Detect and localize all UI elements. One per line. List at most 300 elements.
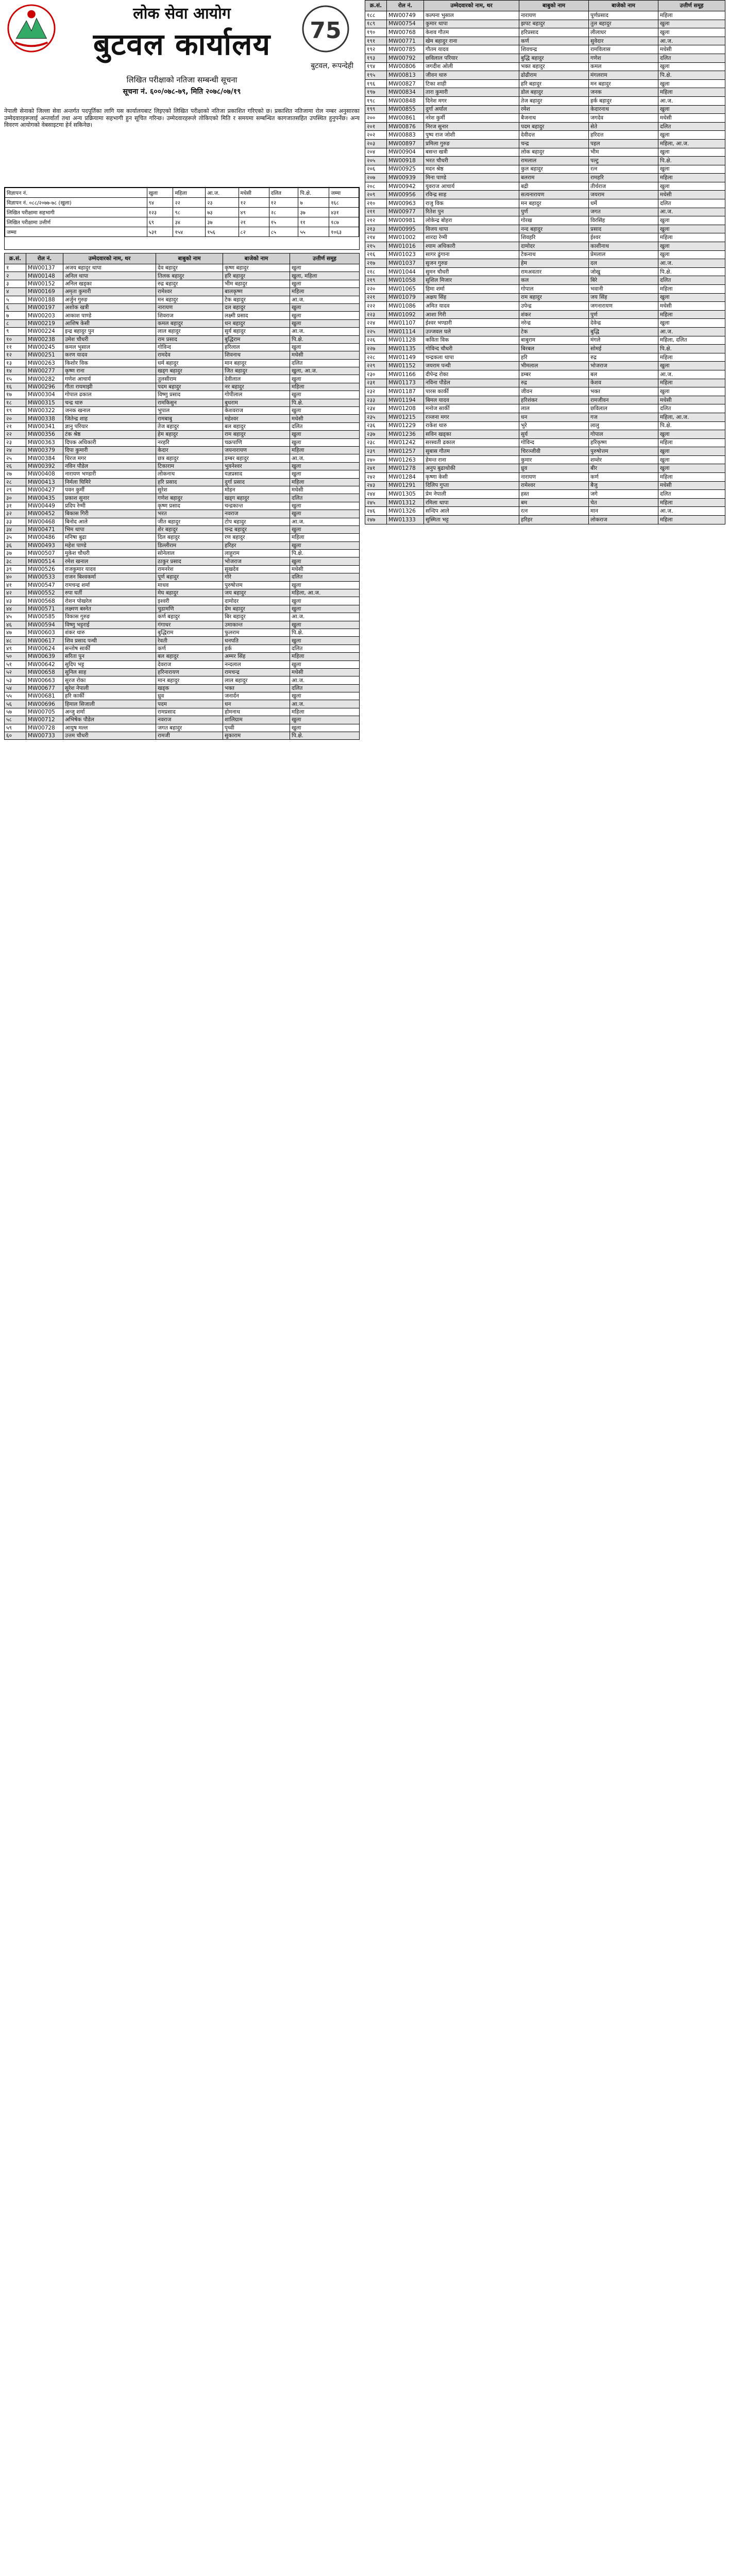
- table-cell: ६९: [147, 217, 173, 227]
- table-cell: ८२: [239, 227, 269, 237]
- table-cell: खुला: [658, 464, 725, 473]
- table-cell: शंकर: [519, 310, 589, 319]
- table-cell: २४०: [365, 455, 387, 464]
- table-row: [5, 621, 360, 629]
- table-cell: MW00571: [26, 605, 63, 613]
- table-row: [5, 526, 360, 533]
- table-cell: २२५: [365, 327, 387, 336]
- table-cell: ज्ञानु परियार: [63, 422, 156, 430]
- table-cell: टेकनाथ: [519, 250, 589, 259]
- table-row: [365, 464, 725, 473]
- table-cell: खुला: [658, 165, 725, 174]
- table-cell: धर्म बहादुर: [156, 359, 223, 367]
- table-cell: २१६: [365, 250, 387, 259]
- table-cell: आ.ज.: [290, 700, 360, 708]
- table-row: [5, 629, 360, 636]
- table-cell: प्रेम बहादुर: [223, 605, 290, 613]
- table-cell: ३७: [5, 550, 26, 557]
- summary-header-row: [5, 188, 359, 198]
- table-cell: दलित: [290, 573, 360, 581]
- table-cell: दिलिप गुप्ता: [424, 481, 519, 490]
- table-row: [365, 242, 725, 251]
- table-cell: २३५: [365, 413, 387, 421]
- table-cell: मधेसी: [290, 565, 360, 573]
- table-cell: आ.ज.: [290, 518, 360, 526]
- table-cell: चन्द्र बहादुर: [223, 526, 290, 533]
- table-row: [365, 276, 725, 285]
- table-cell: सुकाराम: [223, 732, 290, 740]
- table-cell: खुला: [658, 447, 725, 456]
- table-cell: MW00188: [26, 296, 63, 303]
- table-cell: २३३: [365, 396, 387, 404]
- table-cell: देवीलाल: [223, 375, 290, 383]
- table-cell: MW00304: [26, 391, 63, 399]
- table-row: [365, 148, 725, 157]
- table-cell: कल्पना भुसाल: [424, 11, 519, 20]
- table-cell: जीत बहादुर: [156, 518, 223, 526]
- table-cell: दलित: [658, 404, 725, 413]
- table-cell: ४९: [239, 208, 269, 217]
- table-cell: MW00995: [387, 225, 424, 233]
- table-cell: खुला: [290, 319, 360, 327]
- table-cell: MW00603: [26, 629, 63, 636]
- table-row: [365, 88, 725, 97]
- table-cell: ३६: [5, 541, 26, 549]
- table-cell: बालकृष्ण: [223, 288, 290, 296]
- table-cell: गोपाल: [519, 285, 589, 294]
- table-cell: महिला: [658, 88, 725, 97]
- table-cell: बैजु: [589, 481, 658, 490]
- table-cell: जीवन: [519, 387, 589, 396]
- table-cell: रुपा घर्ती: [63, 589, 156, 597]
- table-cell: MW01149: [387, 353, 424, 362]
- table-cell: खुला: [290, 724, 360, 732]
- table-cell: प्रेमलाल: [589, 250, 658, 259]
- table-cell: MW00855: [387, 105, 424, 114]
- table-cell: ५२: [5, 668, 26, 676]
- table-cell: पदम बहादुर: [156, 383, 223, 391]
- table-cell: गीता रायमाझी: [63, 383, 156, 391]
- table-cell: महिला: [658, 498, 725, 507]
- table-cell: खुला, महिला: [290, 272, 360, 280]
- table-cell: आ.ज.: [658, 327, 725, 336]
- summary-header-cell: जम्मा: [329, 188, 359, 198]
- table-cell: २३४: [365, 404, 387, 413]
- table-cell: MW00813: [387, 71, 424, 80]
- table-row: [5, 312, 360, 319]
- table-cell: १२: [269, 198, 298, 208]
- table-cell: बिमल यादव: [424, 396, 519, 404]
- table-cell: ७: [5, 312, 26, 319]
- table-cell: हेम: [519, 259, 589, 268]
- table-cell: महिला, दलित: [658, 336, 725, 345]
- table-cell: श्याम अधिकारी: [424, 242, 519, 251]
- table-cell: नारायण: [156, 303, 223, 311]
- table-cell: टेक बहादुर: [223, 296, 290, 303]
- table-cell: २४५: [365, 498, 387, 507]
- table-cell: बलराम: [519, 174, 589, 182]
- table-cell: ३०: [5, 494, 26, 502]
- table-cell: १८८: [365, 11, 387, 20]
- table-cell: MW01065: [387, 285, 424, 294]
- table-cell: ५९: [5, 724, 26, 732]
- table-cell: खड्ग बहादुर: [156, 367, 223, 375]
- table-cell: MW00486: [26, 534, 63, 541]
- table-cell: रोशन पोखरेल: [63, 597, 156, 605]
- table-cell: सुखदेव: [223, 565, 290, 573]
- table-row: [365, 45, 725, 54]
- table-cell: रत्न: [589, 165, 658, 174]
- table-row: [365, 310, 725, 319]
- table-cell: २०८: [365, 182, 387, 191]
- table-row: [5, 557, 360, 565]
- table-cell: ६०: [5, 732, 26, 740]
- table-cell: खुला: [290, 375, 360, 383]
- table-cell: मिना पाण्डे: [424, 174, 519, 182]
- table-cell: देव बहादुर: [156, 264, 223, 272]
- table-cell: सुवेदार: [589, 37, 658, 45]
- table-cell: ३९: [5, 565, 26, 573]
- table-cell: २२०: [365, 285, 387, 294]
- table-cell: जय सिंह: [589, 293, 658, 302]
- table-cell: १६: [5, 383, 26, 391]
- table-cell: MW01044: [387, 267, 424, 276]
- table-cell: ४९: [5, 645, 26, 652]
- table-cell: दुर्गा प्रसाद: [223, 478, 290, 486]
- table-row: [5, 438, 360, 446]
- table-cell: हरिप्रसाद: [519, 28, 589, 37]
- results-header-row: [365, 1, 725, 11]
- table-cell: महिला: [290, 708, 360, 716]
- table-cell: लोक बहादुर: [519, 148, 589, 157]
- table-cell: दलित: [290, 645, 360, 652]
- table-cell: MW00942: [387, 182, 424, 191]
- table-cell: महिला, आ.ज.: [290, 589, 360, 597]
- table-cell: कमल बहादुर: [156, 319, 223, 327]
- table-cell: रामेश्वर: [519, 481, 589, 490]
- table-cell: हरिहर: [223, 541, 290, 549]
- table-cell: अन्जु शर्मा: [63, 708, 156, 716]
- table-cell: भक्त बहादुर: [519, 62, 589, 71]
- table-cell: जय बहादुर: [223, 589, 290, 597]
- table-cell: MW00792: [387, 54, 424, 62]
- table-cell: बुद्धिराम: [223, 335, 290, 343]
- table-row: [365, 362, 725, 370]
- table-cell: विष्णु प्रसाद: [156, 391, 223, 399]
- table-cell: मंगलराम: [589, 71, 658, 80]
- table-row: [365, 54, 725, 62]
- table-cell: जितेन्द्र शाह: [63, 415, 156, 422]
- table-cell: खुला: [290, 264, 360, 272]
- table-cell: भरत: [156, 510, 223, 518]
- table-cell: गोविन्द चौधरी: [424, 345, 519, 353]
- table-cell: महिला: [290, 288, 360, 296]
- table-cell: निरज सुनार: [424, 122, 519, 131]
- table-row: [5, 422, 360, 430]
- results-header-row: [5, 253, 360, 264]
- table-cell: ठाकुर प्रसाद: [156, 557, 223, 565]
- table-cell: लाल बहादुर: [156, 328, 223, 335]
- table-cell: MW00413: [26, 478, 63, 486]
- table-cell: यज्ञप्रसाद: [223, 470, 290, 478]
- table-cell: सोनेलाल: [156, 550, 223, 557]
- table-cell: कर्ण बहादुर: [156, 613, 223, 621]
- table-cell: खुला: [658, 242, 725, 251]
- table-cell: लीलाधर: [589, 28, 658, 37]
- table-cell: १९९: [365, 105, 387, 114]
- table-cell: झपट बहादुर: [519, 20, 589, 28]
- table-cell: MW01291: [387, 481, 424, 490]
- table-cell: सुजन गुरुङ: [424, 259, 519, 268]
- table-cell: ५०: [5, 653, 26, 660]
- table-cell: MW00771: [387, 37, 424, 45]
- table-cell: चन्द्रकान्त: [223, 502, 290, 510]
- table-cell: आ.ज.: [658, 37, 725, 45]
- table-cell: सुरेश: [156, 486, 223, 494]
- table-cell: भिम थापा: [63, 526, 156, 533]
- table-cell: नारायण भण्डारी: [63, 470, 156, 478]
- table-cell: रमिला थापा: [424, 498, 519, 507]
- table-cell: नारायण: [519, 473, 589, 482]
- table-cell: २३०: [365, 370, 387, 379]
- table-cell: चेत: [589, 498, 658, 507]
- table-cell: अनुप बुढाथोकी: [424, 464, 519, 473]
- table-cell: MW00493: [26, 541, 63, 549]
- table-cell: जीवन थारु: [424, 71, 519, 80]
- table-cell: चिरञ्जीवी: [519, 447, 589, 456]
- table-cell: आ.ज.: [658, 370, 725, 379]
- table-cell: गोविन्द: [156, 343, 223, 351]
- table-cell: ४३: [5, 597, 26, 605]
- table-cell: कुमार थापा: [424, 20, 519, 28]
- table-row: [5, 541, 360, 549]
- table-cell: २२८: [365, 353, 387, 362]
- table-cell: अनिल खड्का: [63, 280, 156, 287]
- table-row: [365, 191, 725, 199]
- table-cell: इश्वरी: [156, 597, 223, 605]
- table-row: [365, 447, 725, 456]
- table-cell: मन बहादुर: [156, 296, 223, 303]
- table-cell: हरिलाल: [223, 343, 290, 351]
- table-cell: मान बहादुर: [156, 676, 223, 684]
- anniversary-logo-icon: [295, 2, 357, 59]
- table-cell: गोरख: [519, 216, 589, 225]
- table-cell: पृथ्वी: [223, 724, 290, 732]
- table-cell: बिनोद आले: [63, 518, 156, 526]
- table-cell: रामकिसुन: [156, 399, 223, 406]
- table-cell: रामबाबु: [156, 415, 223, 422]
- table-cell: सुरेश नेपाली: [63, 684, 156, 692]
- table-cell: खुला: [658, 62, 725, 71]
- table-cell: मधेसी: [658, 396, 725, 404]
- table-cell: गंगाधर: [156, 621, 223, 629]
- table-cell: खुला: [658, 455, 725, 464]
- table-cell: खुला: [658, 293, 725, 302]
- table-cell: दिपक अधिकारी: [63, 438, 156, 446]
- table-row: [5, 716, 360, 724]
- table-cell: गौतम यादव: [424, 45, 519, 54]
- table-cell: सन्दिप आले: [424, 507, 519, 516]
- table-cell: २७: [5, 470, 26, 478]
- table-cell: राजकुमार यादव: [63, 565, 156, 573]
- table-cell: कर्ण: [156, 645, 223, 652]
- table-cell: कमल: [589, 62, 658, 71]
- table-row: [5, 319, 360, 327]
- table-cell: लिखित परीक्षामा सहभागी: [5, 208, 147, 217]
- table-cell: बसन्त खत्री: [424, 148, 519, 157]
- table-cell: MW00861: [387, 114, 424, 123]
- table-cell: महिला: [658, 11, 725, 20]
- table-row: [365, 293, 725, 302]
- table-cell: २: [5, 272, 26, 280]
- col-header-grandfather: बाजेको नाम: [589, 1, 658, 11]
- table-cell: MW01037: [387, 259, 424, 268]
- table-row: [5, 534, 360, 541]
- table-row: [365, 28, 725, 37]
- table-row: [365, 233, 725, 242]
- table-cell: महिला: [658, 233, 725, 242]
- table-cell: MW00526: [26, 565, 63, 573]
- table-cell: धन: [519, 413, 589, 421]
- table-cell: महिला: [658, 516, 725, 524]
- table-cell: गोपाल ढकाल: [63, 391, 156, 399]
- table-cell: शिवहरि: [519, 233, 589, 242]
- table-cell: ३५: [5, 534, 26, 541]
- table-cell: २८: [269, 208, 298, 217]
- table-cell: धन: [223, 700, 290, 708]
- table-cell: हरिकृष्ण: [589, 438, 658, 447]
- table-cell: रामेश्वर: [156, 288, 223, 296]
- table-cell: पल्टु: [589, 157, 658, 165]
- table-cell: MW00245: [26, 343, 63, 351]
- table-cell: ११: [298, 217, 329, 227]
- table-cell: दीपेन्द्र रोका: [424, 370, 519, 379]
- table-cell: तारा कुमारी: [424, 88, 519, 97]
- table-cell: MW00547: [26, 581, 63, 589]
- table-cell: खुला: [290, 407, 360, 415]
- table-cell: खुला: [290, 692, 360, 700]
- table-cell: MW00435: [26, 494, 63, 502]
- table-row: [5, 431, 360, 438]
- table-cell: MW00379: [26, 446, 63, 454]
- table-cell: ४६: [5, 621, 26, 629]
- col-header-name: उम्मेदवारको नाम, थर: [63, 253, 156, 264]
- table-row: [5, 288, 360, 296]
- table-cell: तेज बहादुर: [519, 96, 589, 105]
- table-cell: खुला: [658, 387, 725, 396]
- table-cell: मुकेश चौधरी: [63, 550, 156, 557]
- table-cell: MW00939: [387, 174, 424, 182]
- table-row: [365, 353, 725, 362]
- table-row: [5, 359, 360, 367]
- table-cell: पि.क्षे.: [658, 71, 725, 80]
- table-cell: उत्तम चौधरी: [63, 732, 156, 740]
- left-column: [4, 0, 360, 740]
- table-cell: २४३: [365, 481, 387, 490]
- table-cell: नर बहादुर: [223, 383, 290, 391]
- table-cell: बीर: [589, 464, 658, 473]
- table-row: [5, 391, 360, 399]
- table-row: [365, 62, 725, 71]
- table-cell: MW00624: [26, 645, 63, 652]
- table-cell: MW00315: [26, 399, 63, 406]
- table-cell: महिला: [658, 310, 725, 319]
- table-cell: अम्मर सिंह: [223, 653, 290, 660]
- table-cell: MW00981: [387, 216, 424, 225]
- table-cell: MW01135: [387, 345, 424, 353]
- table-cell: मन बहादुर: [519, 199, 589, 208]
- table-cell: जनार्दन: [223, 692, 290, 700]
- table-cell: टोप बहादुर: [223, 518, 290, 526]
- table-cell: MW00681: [26, 692, 63, 700]
- table-cell: MW00471: [26, 526, 63, 533]
- table-cell: सरिता पुन: [63, 653, 156, 660]
- table-cell: २१३: [365, 225, 387, 233]
- table-cell: कुमार: [519, 455, 589, 464]
- table-cell: अर्जुन गुरुङ: [63, 296, 156, 303]
- table-row: [365, 165, 725, 174]
- table-cell: रामअवतार: [519, 267, 589, 276]
- col-header-group: उत्तीर्ण समूह: [290, 253, 360, 264]
- table-cell: राजन बिश्वकर्मा: [63, 573, 156, 581]
- table-cell: जयराम पन्थी: [424, 362, 519, 370]
- table-row: [5, 399, 360, 406]
- table-cell: रेवती: [156, 637, 223, 645]
- table-cell: विष्णु भट्टराई: [63, 621, 156, 629]
- table-cell: २६: [5, 462, 26, 470]
- table-cell: हरि बहादुर: [519, 79, 589, 88]
- table-cell: खुला: [290, 597, 360, 605]
- table-cell: भुवनेश्वर: [223, 462, 290, 470]
- table-cell: टिकाराम: [156, 462, 223, 470]
- table-cell: प्रमिला गुरुङ: [424, 139, 519, 148]
- table-cell: महिला, आ.ज.: [658, 139, 725, 148]
- table-cell: खुला: [290, 510, 360, 518]
- table-cell: जगनारायण: [589, 302, 658, 311]
- table-cell: मधेसी: [658, 191, 725, 199]
- table-cell: आ.ज.: [658, 507, 725, 516]
- table-cell: खुला: [290, 581, 360, 589]
- table-cell: MW00197: [26, 303, 63, 311]
- table-cell: धर्मे: [589, 199, 658, 208]
- table-cell: MW00341: [26, 422, 63, 430]
- table-cell: MW01257: [387, 447, 424, 456]
- table-cell: आ.ज.: [290, 296, 360, 303]
- table-cell: जगे: [589, 490, 658, 499]
- table-cell: भीम: [589, 148, 658, 157]
- table-cell: पदम: [156, 700, 223, 708]
- table-cell: आ.ज.: [290, 328, 360, 335]
- table-cell: MW00977: [387, 208, 424, 216]
- table-cell: MW01128: [387, 336, 424, 345]
- table-cell: ४१: [5, 581, 26, 589]
- table-cell: २३८: [365, 438, 387, 447]
- table-cell: हस्त: [519, 490, 589, 499]
- table-cell: पि.क्षे.: [290, 629, 360, 636]
- table-cell: पि.क्षे.: [658, 157, 725, 165]
- table-row: [365, 79, 725, 88]
- table-cell: २२९: [365, 362, 387, 370]
- table-cell: १२३: [147, 208, 173, 217]
- table-cell: १९४: [365, 62, 387, 71]
- table-cell: MW00296: [26, 383, 63, 391]
- table-cell: शिवनाथ: [223, 351, 290, 359]
- table-cell: २१२: [365, 216, 387, 225]
- table-cell: ४२: [5, 589, 26, 597]
- table-cell: आ.ज.: [658, 208, 725, 216]
- table-cell: २३१: [365, 379, 387, 387]
- table-cell: महेश पाण्डे: [63, 541, 156, 549]
